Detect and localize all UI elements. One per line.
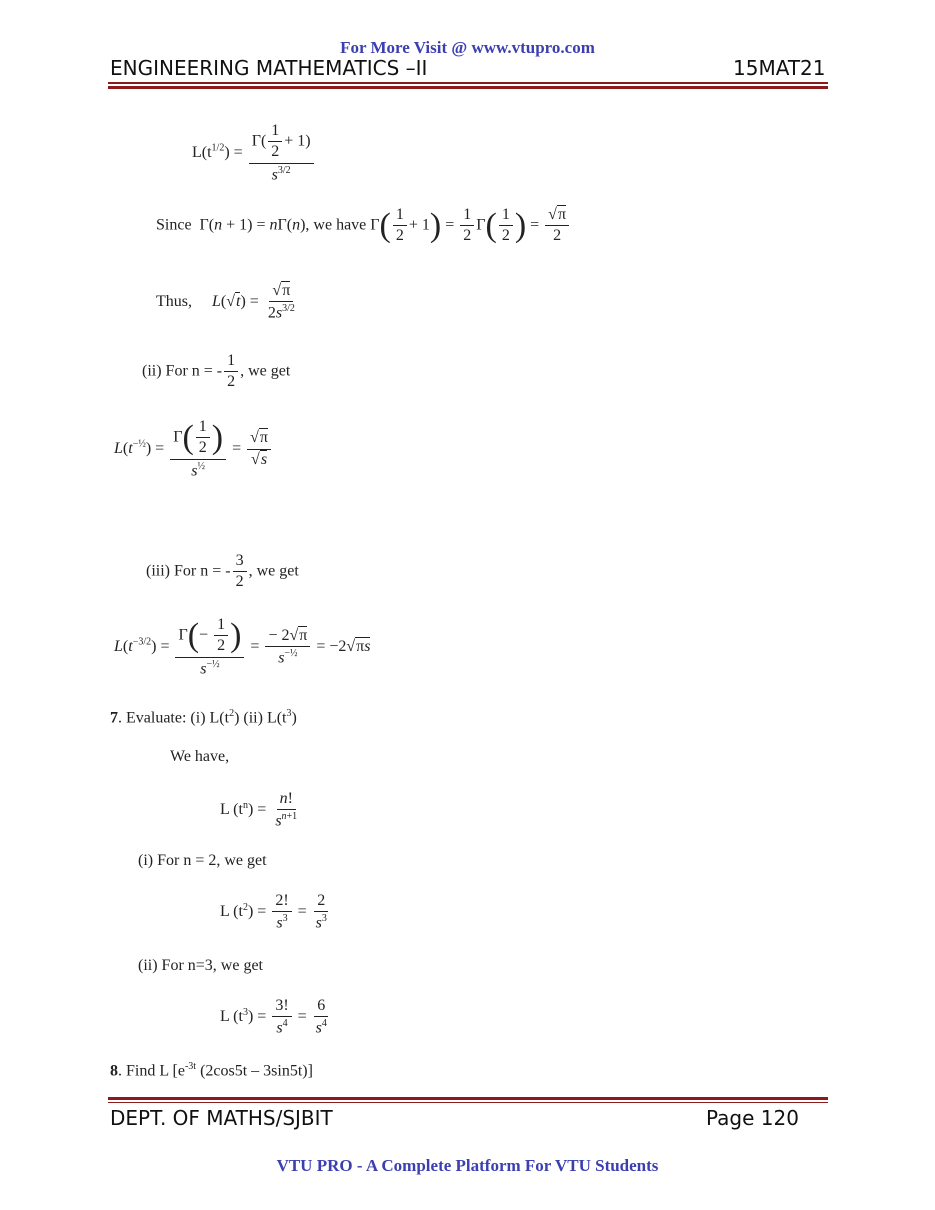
case-ii-n3-heading: (ii) For n=3, we get (138, 957, 263, 974)
equation-l-t-3: L $(t^3)$ = $\frac{3!}{s^4}$ = $\frac{6}{s^4}$ (220, 997, 327, 1037)
equation-t-minus-three-half: $L(t^{-3/2})$ = Γ(− $\frac{1}{2}$ ) $s^{-\frac{1}{2}}$ = $\frac{- 2√\pi}{s^{-\frac{1}{2}}}$ = −2√πs (114, 616, 371, 678)
equation-l-t-half: $L(t^{1/2})$ = Γ( $\frac{1}{2}$ + 1) $s^{3/2}$ (192, 122, 316, 185)
footer-dept: DEPT. OF MATHS/SJBIT (110, 1106, 333, 1130)
case-i-heading: (i) For n = 2, we get (138, 852, 267, 869)
doc-title: ENGINEERING MATHEMATICS –II (110, 56, 428, 80)
case-iii-heading: (iii) For n = - $\frac{3}{2}$ , we get (146, 552, 299, 591)
footer-rule (108, 1102, 828, 1103)
header-link[interactable]: For More Visit @ www.vtupro.com (340, 38, 595, 57)
question-8: 8. Find L [$e^{-3t}$ (2cos5t – 3sin5t)] (110, 1061, 313, 1080)
question-7: 7. Evaluate: (i) $L(t^2)$ (ii) $L(t^3)$ (110, 708, 297, 727)
page-number: Page 120 (706, 1106, 799, 1130)
case-ii-heading: (ii) For n = - $\frac{1}{2}$ , we get (142, 352, 291, 391)
header-rule-thick (108, 86, 828, 89)
thus-line: Thus, L(√t) = $\frac{√\pi}{2s^{3/2}}$ (156, 282, 295, 322)
equation-l-t-n: L $(t^n)$ = $\frac{n!}{s^{n+1}}$ (220, 790, 298, 830)
footer-platform-link[interactable]: VTU PRO - A Complete Platform For VTU Students (276, 1156, 659, 1175)
equation-t-minus-half: $L(t^{-\frac{1}{2}})$ = Γ( $\frac{1}{2}$ ) $s^{\frac{1}{2}}$ = $\frac{√\pi}{√s}$ (114, 418, 273, 481)
course-code: 15MAT21 (733, 56, 826, 80)
equation-l-t-2: L $(t^2)$ = $\frac{2!}{s^3}$ = $\frac{2}{s^3}$ (220, 892, 327, 932)
gamma-identity-line: Since Γ(n + 1) = nΓ(n), we have Γ( $\frac{1}{2}$ + 1) = $\frac{1}{2}$ Γ( $\frac{1}{2}$ ) = $\frac{√\pi}{2}$ (156, 206, 571, 246)
we-have-label: We have, (170, 748, 230, 765)
header-rule (108, 82, 828, 84)
footer-rule-thick (108, 1097, 828, 1100)
